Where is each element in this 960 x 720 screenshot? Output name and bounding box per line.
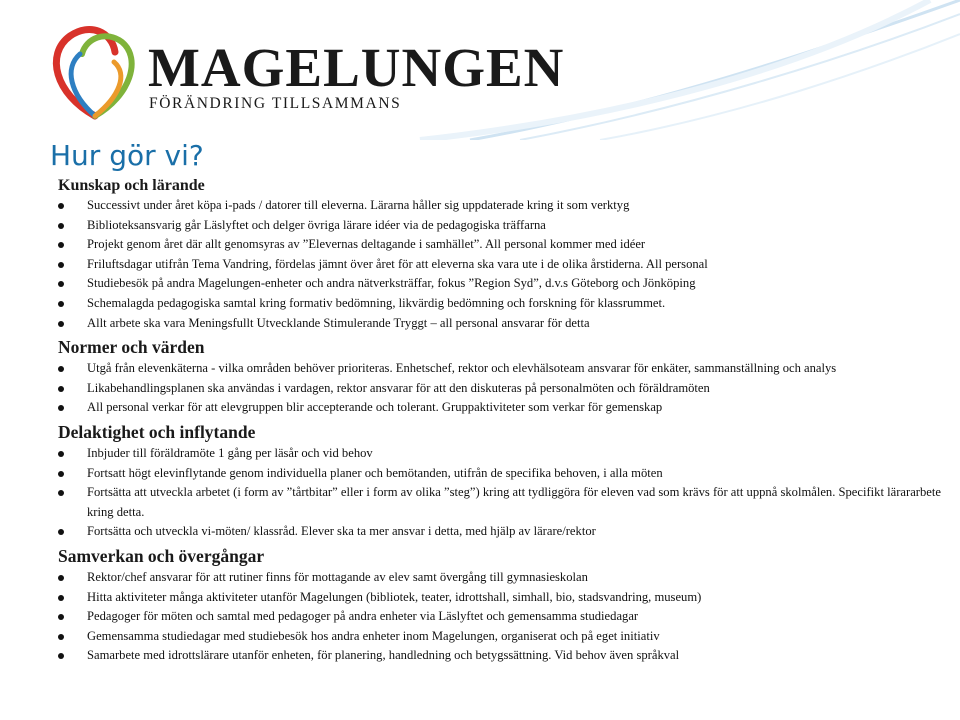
- list-item: Successivt under året köpa i-pads / datorer till eleverna. Lärarna håller sig uppdaterade kring it som verktyg: [58, 196, 948, 216]
- list-item: Friluftsdagar utifrån Tema Vandring, fördelas jämnt över året för att eleverna ska vara ute i de olika årstiderna. All personal: [58, 255, 948, 275]
- list-item: Projekt genom året där allt genomsyras av ”Elevernas deltagande i samhället”. All personal kommer med idéer: [58, 235, 948, 255]
- list-item: Samarbete med idrottslärare utanför enheten, för planering, handledning och betygssättning. Vid behov även språkval: [58, 646, 948, 666]
- brand-name: MAGELUNGEN: [148, 37, 565, 98]
- bullet-list: [58, 568, 948, 666]
- list-item: Schemalagda pedagogiska samtal kring formativ bedömning, likvärdig bedömning och forskning för klassrummet.: [58, 294, 948, 314]
- section-delaktighet: [58, 420, 948, 542]
- list-item: Pedagoger för möten och samtal med pedagoger på andra enheter via Läslyftet och gemensamma studiedagar: [58, 607, 948, 627]
- list-item: Studiebesök på andra Magelungen-enheter och andra nätverksträffar, fokus ”Region Syd”, d.v.s Göteborg och Jönköping: [58, 274, 948, 294]
- list-item: Hitta aktiviteter många aktiviteter utanför Magelungen (bibliotek, teater, idrottshall, simhall, bio, stadsvandring, museum): [58, 588, 948, 608]
- section-heading: Kunskap och lärande: [58, 177, 205, 194]
- bullet-list: [58, 359, 948, 418]
- list-item: Fortsätta och utveckla vi-möten/ klassråd. Elever ska ta mer ansvar i detta, med hjälp av lärare/rektor: [58, 522, 948, 542]
- list-item: Allt arbete ska vara Meningsfullt Utvecklande Stimulerande Tryggt – all personal ansvarar för detta: [58, 314, 948, 334]
- section-normer: [58, 335, 948, 418]
- list-item: Fortsätta att utveckla arbetet (i form av ”tårtbitar” eller i form av olika ”steg”) kring att tydliggöra för eleven vad som krävs för att uppnå skolmålen. Specifikt lärararbete kring detta.: [58, 483, 948, 522]
- section-heading: Samverkan och övergångar: [58, 545, 265, 566]
- list-item: Utgå från elevenkäterna - vilka områden behöver prioriteras. Enhetschef, rektor och elevhälsoteam ansvarar för enkäter, sammanställning och analys: [58, 359, 948, 379]
- list-item: Inbjuder till föräldramöte 1 gång per läsår och vid behov: [58, 444, 948, 464]
- magelungen-logo-icon: [40, 24, 150, 124]
- list-item: Biblioteksansvarig går Läslyftet och delger övriga lärare idéer via de pedagogiska träffarna: [58, 216, 948, 236]
- bullet-list: [58, 196, 948, 333]
- brand-tagline: FÖRÄNDRING TILLSAMMANS: [149, 95, 402, 112]
- list-item: Gemensamma studiedagar med studiebesök hos andra enheter inom Magelungen, organiserat och på eget initiativ: [58, 627, 948, 647]
- list-item: Likabehandlingsplanen ska användas i vardagen, rektor ansvarar för att den diskuteras på personalmöten och föräldramöten: [58, 379, 948, 399]
- section-heading: Delaktighet och inflytande: [58, 421, 256, 442]
- content: [58, 176, 948, 666]
- bullet-list: [58, 444, 948, 542]
- section-kunskap: [58, 176, 948, 333]
- list-item: Fortsatt högt elevinflytande genom individuella planer och bemötanden, utifrån de specifika behoven, i alla möten: [58, 464, 948, 484]
- list-item: All personal verkar för att elevgruppen blir accepterande och tolerant. Gruppaktiviteter som verkar för gemenskap: [58, 398, 948, 418]
- list-item: Rektor/chef ansvarar för att rutiner finns för mottagande av elev samt övergång till gymnasieskolan: [58, 568, 948, 588]
- section-heading: Normer och värden: [58, 337, 205, 358]
- page-title: Hur gör vi?: [50, 139, 204, 172]
- section-samverkan: [58, 544, 948, 666]
